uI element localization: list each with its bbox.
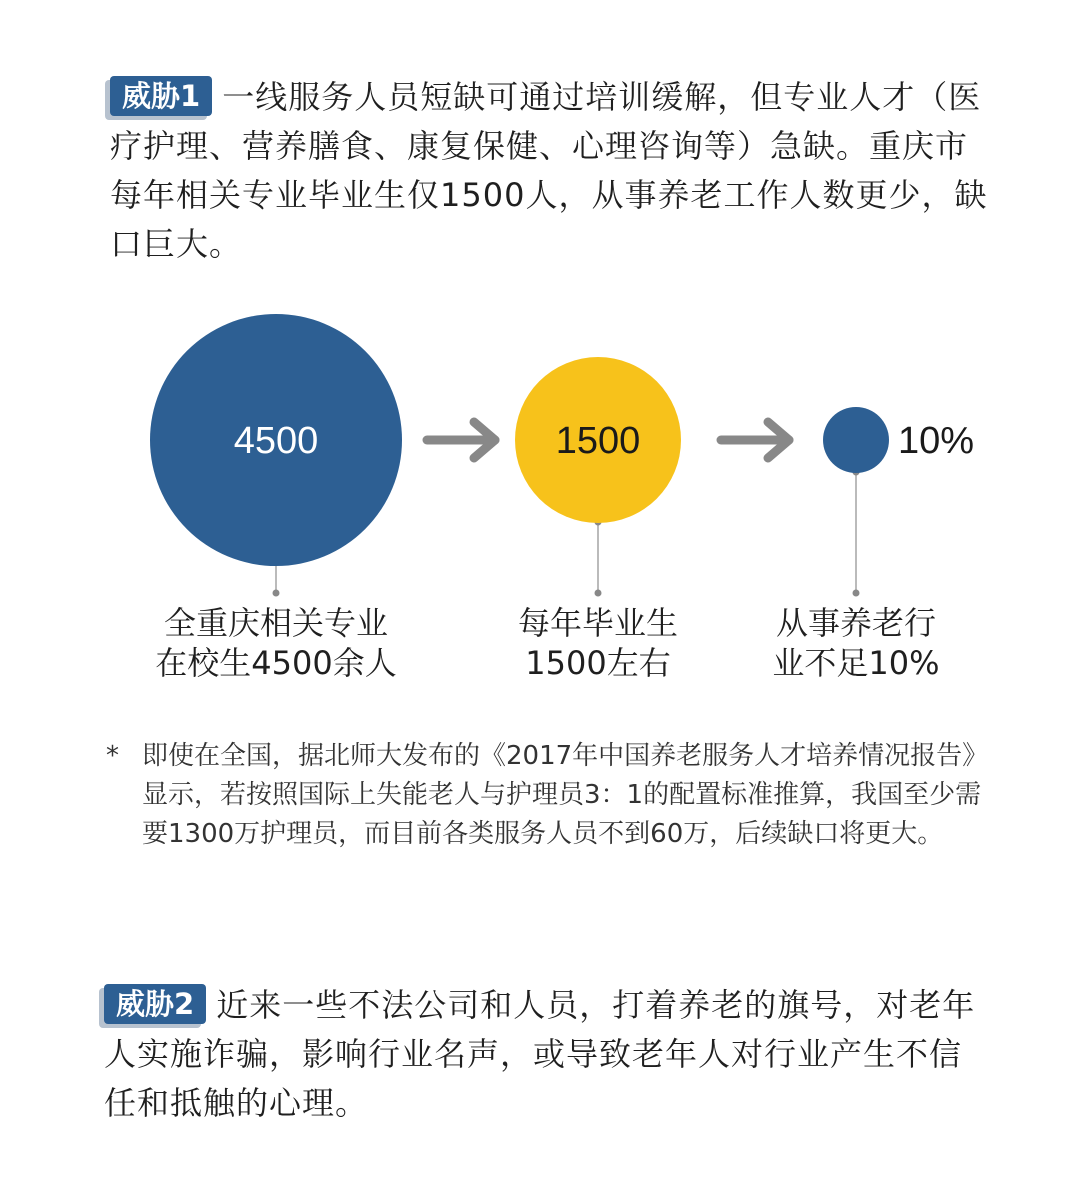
threat1-text: 一线服务人员短缺可通过培训缓解，但专业人才（医疗护理、营养膳食、康复保健、心理咨询等）急缺。重庆市每年相关专业毕业生仅1500人，从事养老工作人数更少，缺口巨大。 (110, 78, 988, 263)
stage-circle-elderly-care (823, 407, 889, 473)
connector-dot-2b (595, 590, 602, 597)
stage-label-graduates (448, 603, 748, 683)
arrow-right-icon (721, 422, 789, 458)
threat1-paragraph (110, 73, 990, 269)
stage-value-graduates: 1500 (555, 420, 641, 462)
stage-label-students (126, 603, 426, 683)
stage-value-elderly-care: 10% (898, 420, 975, 462)
stage-value-students: 4500 (233, 420, 319, 462)
arrow-right-icon (427, 422, 495, 458)
stage-label-line: 业不足10% (772, 644, 940, 682)
connector-dot-1 (273, 590, 280, 597)
connector-dot-3b (853, 590, 860, 597)
stage-label-line: 全重庆相关专业 (163, 604, 388, 642)
threat1-badge: 威胁1 (110, 76, 212, 116)
stage-label-line: 从事养老行 (775, 604, 936, 642)
threat2-text: 近来一些不法公司和人员，打着养老的旗号，对老年人实施诈骗，影响行业名声，或导致老年人对行业产生不信任和抵触的心理。 (104, 986, 976, 1122)
footnote (106, 737, 986, 854)
threat2-paragraph (104, 981, 984, 1128)
stage-label-line: 每年毕业生 (517, 604, 678, 642)
stage-label-elderly-care (706, 603, 1006, 683)
threat2-badge: 威胁2 (104, 984, 206, 1024)
stage-label-line: 在校生4500余人 (155, 644, 397, 682)
funnel-diagram (0, 300, 1080, 600)
asterisk-icon: * (106, 741, 119, 771)
footnote-text: 即使在全国，据北师大发布的《2017年中国养老服务人才培养情况报告》显示，若按照国际上失能老人与护理员3：1的配置标准推算，我国至少需要1300万护理员，而目前各类服务人员不到60万，后续缺口将更大。 (142, 741, 982, 849)
stage-label-line: 1500左右 (525, 644, 671, 682)
